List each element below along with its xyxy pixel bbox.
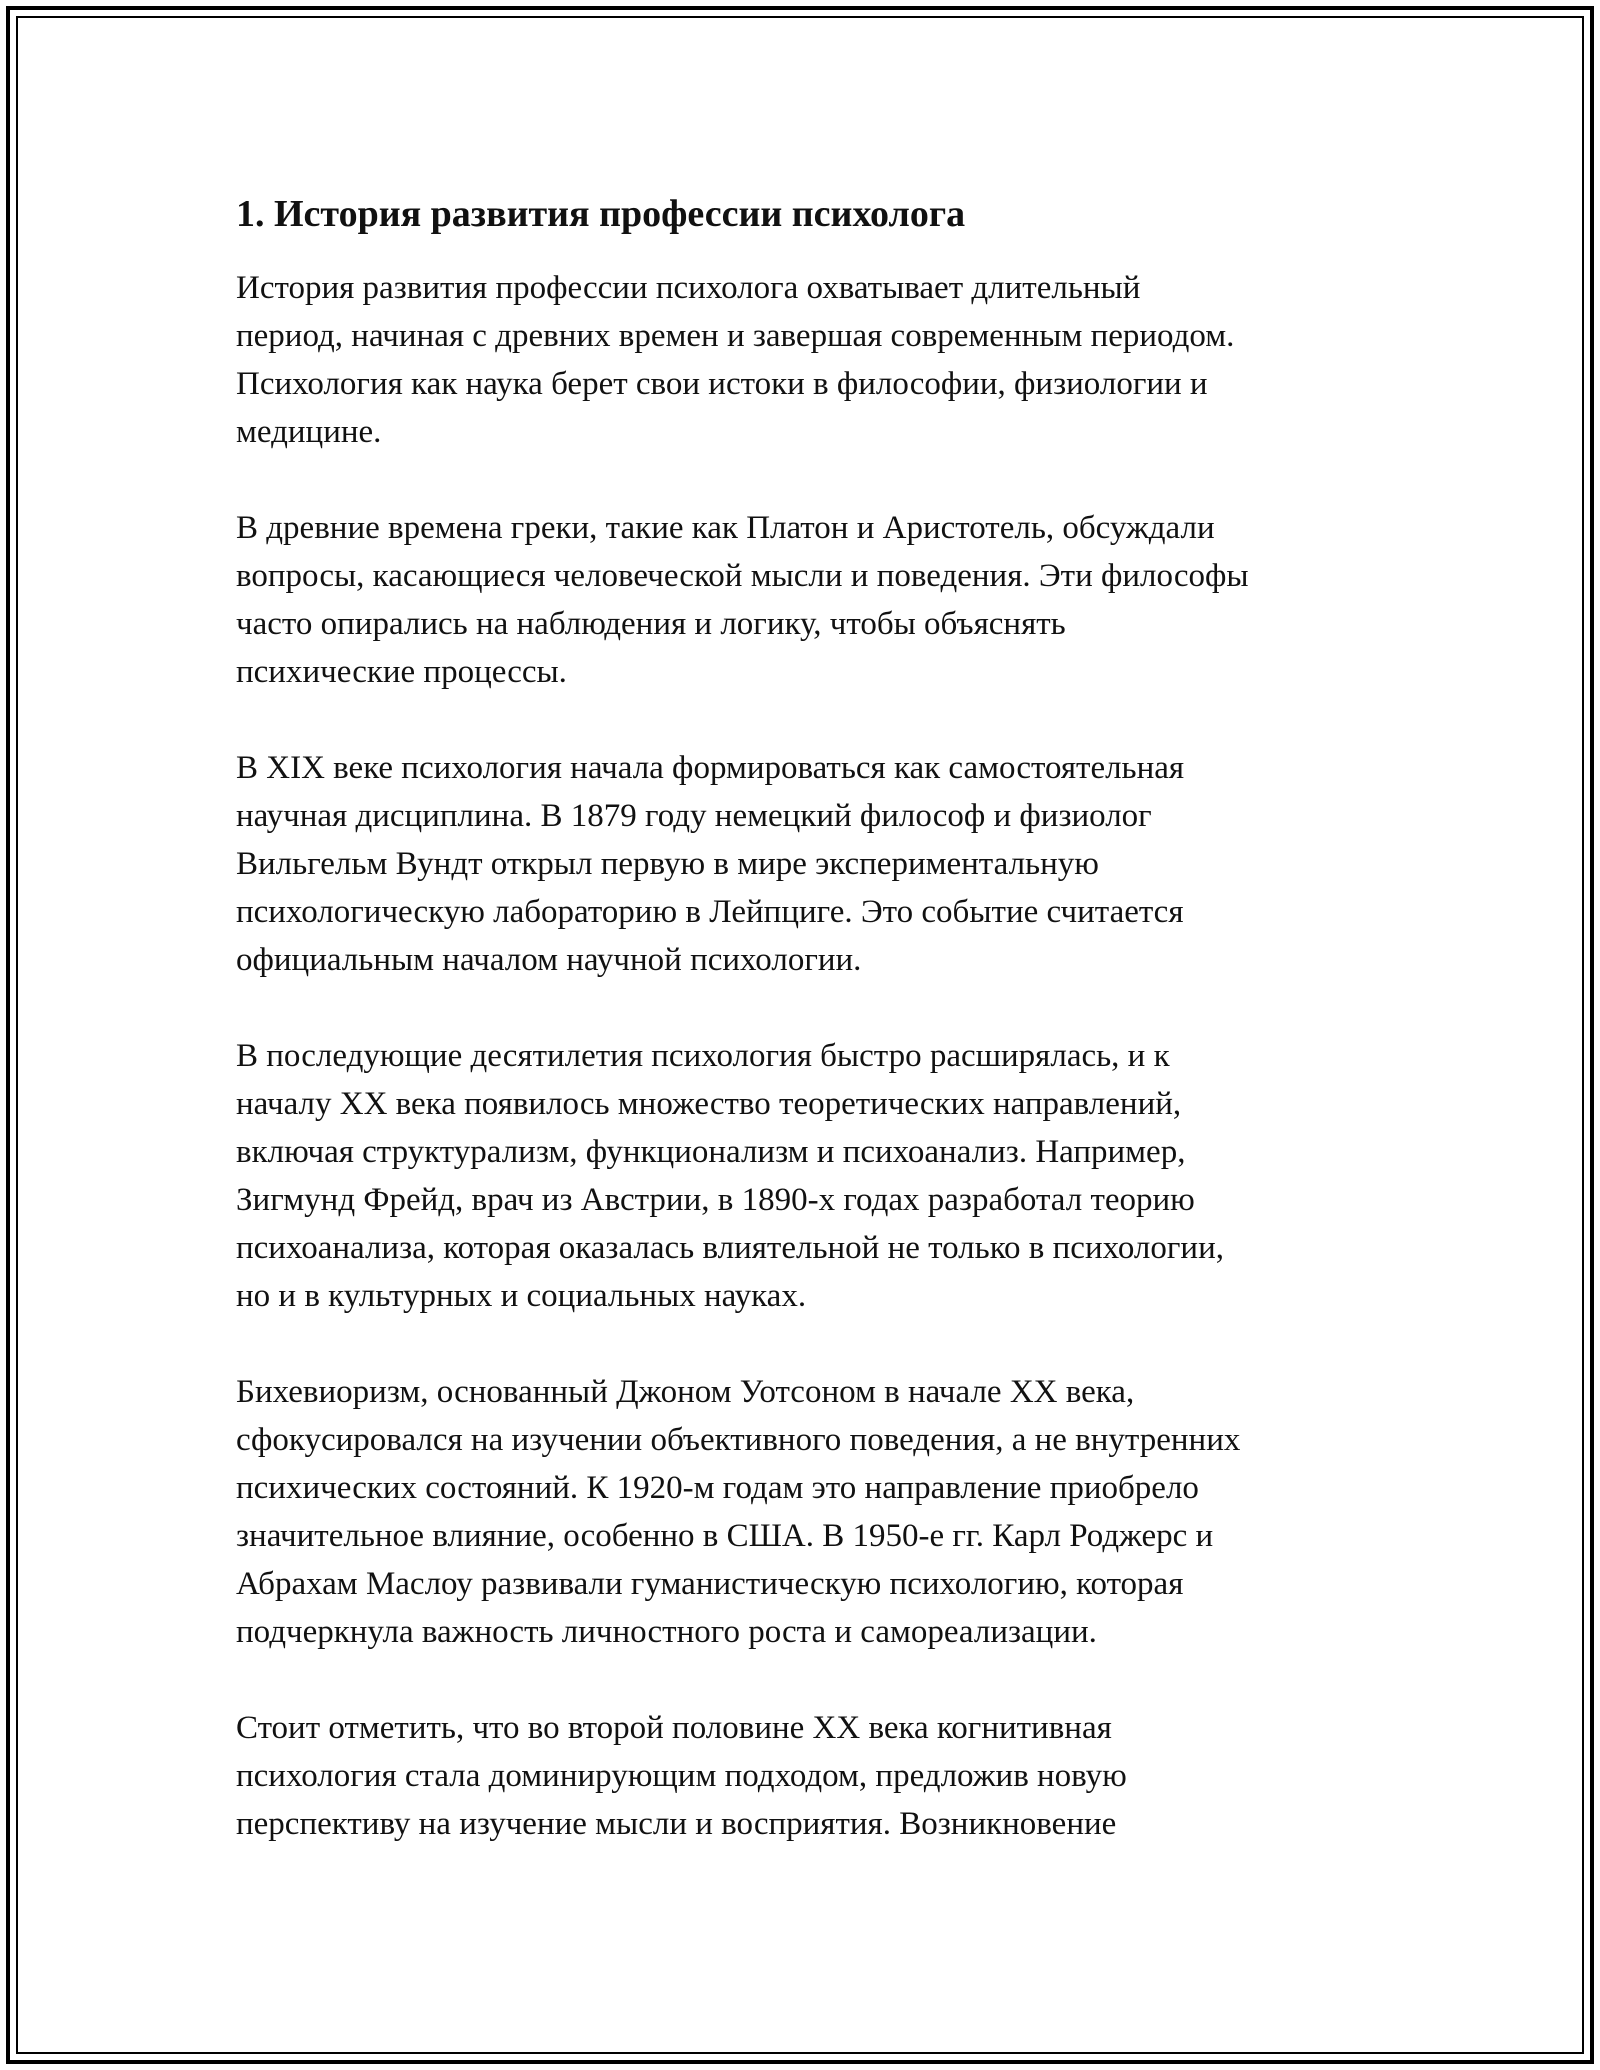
paragraph-19th-century <box>236 744 1386 984</box>
document-body <box>236 186 1386 1896</box>
text-line: В XIX веке психология начала формироваться как самостоятельная <box>236 750 1185 786</box>
paragraph-theoretical-directions <box>236 1032 1386 1320</box>
text-line: период, начиная с древних времен и завершая современным периодом. <box>236 318 1235 354</box>
text-line: сфокусировался на изучении объективного поведения, а не внутренних <box>236 1422 1241 1458</box>
text-line: психология стала доминирующим подходом, предложив новую <box>236 1758 1127 1794</box>
section-heading: 1. История развития профессии психолога <box>236 193 966 235</box>
text-line: перспективу на изучение мысли и восприятия. Возникновение <box>236 1806 1117 1842</box>
text-line: медицине. <box>236 414 382 450</box>
text-line: научная дисциплина. В 1879 году немецкий философ и физиолог <box>236 798 1152 834</box>
text-line: Вильгельм Вундт открыл первую в мире экспериментальную <box>236 846 1099 882</box>
paragraph-behaviorism <box>236 1368 1386 1656</box>
text-line: Зигмунд Фрейд, врач из Австрии, в 1890-х годах разработал теорию <box>236 1182 1195 1218</box>
text-line: включая структурализм, функционализм и психоанализ. Например, <box>236 1134 1186 1170</box>
paragraph-cognitive <box>236 1704 1386 1848</box>
text-line: Психология как наука берет свои истоки в философии, физиологии и <box>236 366 1208 402</box>
text-line: подчеркнула важность личностного роста и самореализации. <box>236 1614 1097 1650</box>
text-line: психических состояний. К 1920-м годам это направление приобрело <box>236 1470 1199 1506</box>
text-line: но и в культурных и социальных науках. <box>236 1278 807 1314</box>
text-line: психоанализа, которая оказалась влиятельной не только в психологии, <box>236 1230 1224 1266</box>
text-line: История развития профессии психолога охватывает длительный <box>236 270 1141 306</box>
paragraph-ancient-greeks <box>236 504 1386 696</box>
text-line: Стоит отметить, что во второй половине XX века когнитивная <box>236 1710 1112 1746</box>
text-line: психические процессы. <box>236 654 567 690</box>
text-line: В последующие десятилетия психология быстро расширялась, и к <box>236 1038 1170 1074</box>
text-line: часто опирались на наблюдения и логику, чтобы объяснять <box>236 606 1066 642</box>
text-line: началу XX века появилось множество теоретических направлений, <box>236 1086 1182 1122</box>
text-line: Бихевиоризм, основанный Джоном Уотсоном в начале XX века, <box>236 1374 1135 1410</box>
text-line: официальным началом научной психологии. <box>236 942 862 978</box>
text-line: психологическую лабораторию в Лейпциге. Это событие считается <box>236 894 1184 930</box>
text-line: В древние времена греки, такие как Платон и Аристотель, обсуждали <box>236 510 1215 546</box>
text-line: Абрахам Маслоу развивали гуманистическую психологию, которая <box>236 1566 1184 1602</box>
text-line: вопросы, касающиеся человеческой мысли и поведения. Эти философы <box>236 558 1249 594</box>
text-line: значительное влияние, особенно в США. В 1950-е гг. Карл Роджерс и <box>236 1518 1214 1554</box>
paragraph-intro <box>236 264 1386 456</box>
